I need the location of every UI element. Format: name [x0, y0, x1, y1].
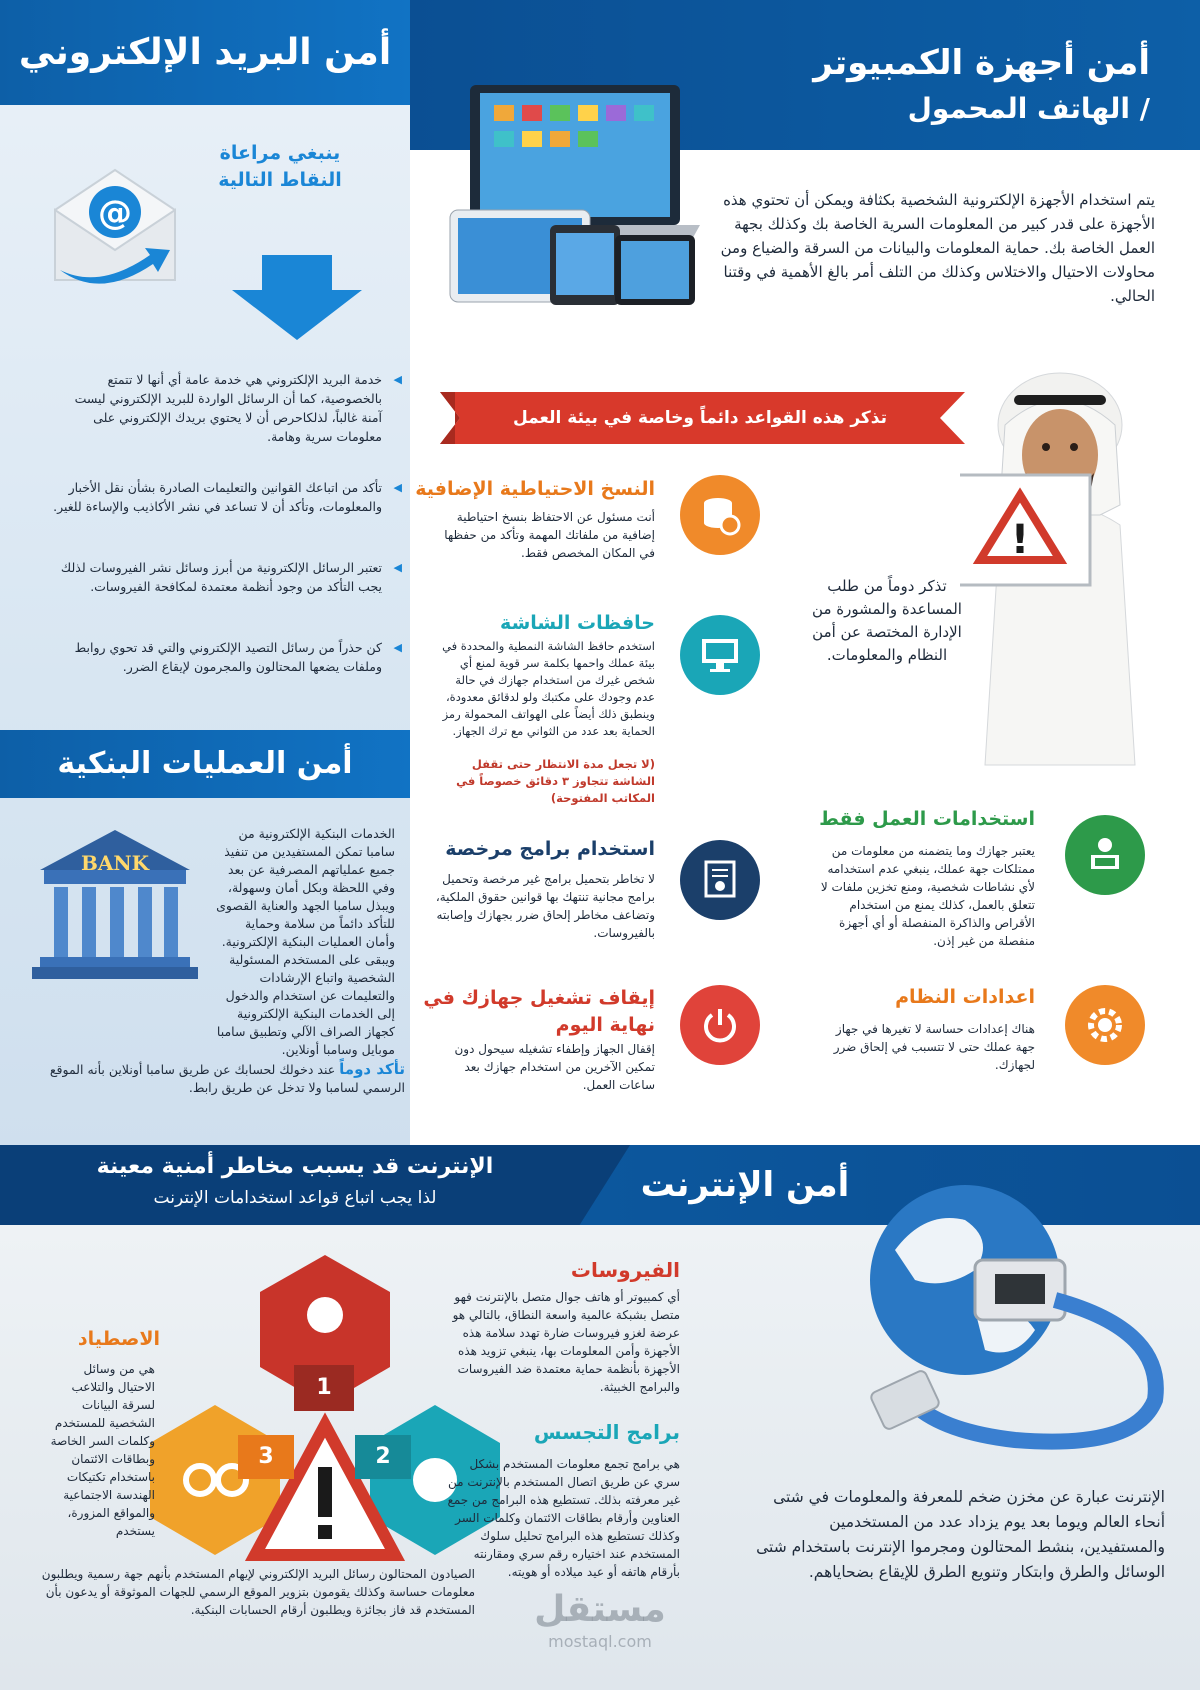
internet-description: الإنترنت عبارة عن مخزن ضخم للمعرفة والمعلومات في شتى أنحاء العالم ويوما بعد يوم يزداد عدد من المستخدمين والمستفيدين، بنشط المحتالون ومجرموا الإنترنت باستخدام شتى الوسائل والطرق وابتكار وتنويع الطرق للإيقاع بضحاياهم. [756, 1488, 1165, 1581]
threat-number-2: 2 [355, 1435, 411, 1479]
devices-illustration [430, 75, 710, 315]
email-bullet: ◀ كن حذراً من رسائل التصيد الإلكتروني والتي قد تحوي روابط وملفات يضعها المحتالون والمجرمون لإيقاع الضرر. [52, 638, 382, 676]
rule-title-system-settings: اعدادات النظام [895, 986, 1035, 1008]
rules-ribbon-text: تذكر هذه القواعد دائماً وخاصة في بيئة العمل [512, 408, 888, 428]
advisor-illustration [960, 355, 1160, 775]
threat-number-3: 3 [238, 1435, 294, 1479]
computer-security-title: أمن أجهزة الكمبيوتر [813, 43, 1150, 83]
bank-building-icon [30, 825, 200, 985]
threat-text-phishing-continued: الصيادون المحتالون رسائل البريد الإلكتروني لإيهام المستخدم بأنهم جهة رسمية ويطلبون معلومات حساسة وكذلك يقومون بتزوير الموقع الرسمي للجهات الموثوقة أو يدعون بأن المستخدم قد فاز بجائزة ويطلبون أرقام الحسابات البنكية. [41, 1567, 475, 1617]
svg-text:@: @ [98, 193, 132, 233]
reminder-text: تذكر دوماً من طلب المساعدة والمشورة من الإدارة المختصة عن أمن النظام والمعلومات. [812, 577, 962, 664]
globe-network-cable-illustration [855, 1170, 1185, 1460]
banking-closing [45, 1060, 405, 1097]
license-certificate-icon [680, 840, 760, 920]
banking-text: الخدمات البنكية الإلكترونية من سامبا تمكن المستفيدين من تنفيذ جميع عملياتهم المصرفية عن بعد وفي اللحظة وبكل أمان وسهولة، ويبذل سامبا الجهد والعناية القصوى للتأكد دائماً من سلامة وحماية وأمان العمليات البنكية الإلكترونية. ويبقى على المستخدم المسئولية الشخصية واتباع الإرشادات والتعليمات عن استخدام والدخول إلى الخدمات البنكية الإلكترونية كجهاز الصراف الآلي وتطبيق سامبا موبايل وسامبا أونلاين. [216, 826, 395, 1057]
internet-security-title: أمن الإنترنت [640, 1165, 850, 1205]
email-intro: ينبغي مراعاة النقاط التالية [218, 142, 342, 191]
internet-banner-line1: الإنترنت قد يسبب مخاطر أمنية معينة [96, 1154, 494, 1179]
watermark-name: مستقل [534, 1589, 666, 1630]
svg-text:!: ! [1010, 517, 1030, 563]
power-icon [680, 985, 760, 1065]
rule-text-work-only: يعتبر جهازك وما يتضمنه من معلومات من ممتلكات جهة عملك، ينبغي عدم استخدامه لأي نشاطات شخصية، ومنع تخزين ملفات لا تتعلق بالعمل، كذلك يمنع من استخدام الأقراص والذاكرة المنفصلة أو أي أجهزة منفصلة من غير إذن. [820, 844, 1035, 948]
threat-text-phishing: هي من وسائل الاحتيال والتلاعب لسرقة البيانات الشخصية للمستخدم وكلمات السر الخاصة وبطاقات الائتمان باستخدام تكتيكات الهندسة الاجتماعية والمواقع المزورة، يستخدم [50, 1362, 155, 1538]
banking-security-title: أمن العمليات البنكية [0, 730, 410, 798]
rule-text-licensed: لا تخاطر بتحميل برامج غير مرخصة وتحميل برامج مجانية تنتهك بها قوانين حقوق الملكية، وتضاعف مخاطر إلحاق ضرر بجهازك وإصابته بالفيروسات. [435, 872, 655, 940]
banking-emphasis: تأكد دوماً [339, 1060, 405, 1078]
work-user-icon [1065, 815, 1145, 895]
monitor-icon [680, 615, 760, 695]
rule-title-backup: النسخ الاحتياطية الإضافية [415, 478, 655, 500]
bank-label: BANK [80, 851, 150, 875]
rules-ribbon [440, 392, 965, 444]
watermark-url: mostaql.com [548, 1632, 652, 1651]
email-security-title: أمن البريد الإلكتروني [0, 0, 410, 105]
email-bullet: ◀ تأكد من اتباعك القوانين والتعليمات الصادرة بشأن نقل الأخبار والمعلومات، وتأكد أن لا تساعد في نشر الأكاذيب والإساءة للغير. [52, 478, 382, 516]
threat-title-phishing: الاصطياد [77, 1328, 160, 1350]
threat-text-viruses: أي كمبيوتر أو هاتف جوال متصل بالإنترنت فهو متصل بشبكة عالمية واسعة النطاق، بالتالي هو عرضة لغزو فيروسات ضارة تهدد سلامة هذه الأجهزة وأمن المعلومات بها، ينبغي تزويد هذه الأجهزة بأنظمة حماية معتمدة ضد الفيروسات والبرامج الخبيثة. [452, 1290, 680, 1394]
threat-title-viruses: الفيروسات [570, 1258, 680, 1282]
rule-note-screensaver: (لا تجعل مدة الانتظار حتى تقفل الشاشة تتجاوز ٣ دقائق خصوصاً في المكاتب المفتوحة) [456, 757, 655, 805]
down-arrow-icon [232, 255, 362, 340]
threat-title-spyware: برامج التجسس [533, 1420, 680, 1444]
rule-title-screensaver: حافظات الشاشة [500, 612, 655, 634]
email-envelope-icon [40, 150, 190, 300]
rule-text-screensaver: استخدم حافظ الشاشة النمطية والمحددة في بيئة عملك واحمها بكلمة سر قوية لمنع أي شخص غيرك من استخدام جهازك في حالة عدم وجودك على مكتبك ولو لدقائق معدودة، وينطبق ذلك أيضاً على الهواتف المحمولة رمز الحماية بعد عدد من الثواني مع ترك الجهاز. [442, 639, 655, 738]
settings-gear-icon [1065, 985, 1145, 1065]
threat-number-1: 1 [294, 1365, 354, 1411]
rule-text-backup: أنت مسئول عن الاحتفاظ بنسخ احتياطية إضافية من ملفاتك المهمة وتأكد من حفظها في المكان المخصص فقط. [444, 510, 655, 560]
banking-closing-text: عند دخولك لحسابك عن طريق سامبا أونلاين بأنه الموقع الرسمي لسامبا ولا تدخل عن طريق رابط. [49, 1062, 405, 1095]
rule-text-system-settings: هناك إعدادات حساسة لا تغيرها في جهاز جهة عملك حتى لا تتسبب في إلحاق ضرر لجهازك. [833, 1022, 1035, 1072]
rule-title-licensed: استخدام برامج مرخصة [445, 838, 655, 860]
email-bullet: ◀ تعتبر الرسائل الإلكترونية من أبرز وسائل نشر الفيروسات لذلك يجب التأكد من وجود أنظمة معتمدة لمكافحة الفيروسات. [52, 558, 382, 596]
rule-text-shutdown: إقفال الجهاز وإطفاء تشغيله سيحول دون تمكين الآخرين من استخدام جهازك بعد ساعات العمل. [454, 1042, 655, 1092]
computer-intro: يتم استخدام الأجهزة الإلكترونية الشخصية بكثافة ويمكن أن تحتوي هذه الأجهزة على قدر كبير من المعلومات السرية الخاصة بك وكذلك بجهة العمل الخاصة بك. حماية المعلومات والبيانات من السرقة والضياع ومن محاولات الاحتيال والاختلاس وكذلك من التلف أمر بالغ الأهمية في وقتنا الحالي. [720, 191, 1155, 305]
email-bullets [0, 360, 410, 720]
threat-text-spyware: هي برامج تجمع معلومات المستخدم بشكل سري عن طريق اتصال المستخدم بالإنترنت من غير معرفته بذلك. تستطيع هذه البرامج من جمع العناوين وأرقام بطاقات الائتمان وكلمات السر وكذلك تستطيع هذه البرامج تحليل سلوك المستخدم عند اختياره رقم سري ومقارنته بأرقام هاتفه أو عيد ميلاده أو هويته. [447, 1457, 680, 1579]
backup-icon [680, 475, 760, 555]
email-bullet: ◀ خدمة البريد الإلكتروني هي خدمة عامة أي أنها لا تتمتع بالخصوصية، كما أن الرسائل الواردة للبريد الإلكتروني ليست آمنة غالباً، لذلكاحرص أن لا يحتوي بريدك الإلكتروني على معلومات سرية وهامة. [52, 370, 382, 446]
internet-banner-line2: لذا يجب اتباع قواعد استخدامات الإنترنت [153, 1188, 437, 1208]
computer-security-subtitle: / الهاتف المحمول [907, 92, 1150, 125]
rule-title-shutdown: إيقاف تشغيل جهازك في نهاية اليوم [423, 987, 655, 1036]
rule-title-work-only: استخدامات العمل فقط [819, 808, 1035, 830]
